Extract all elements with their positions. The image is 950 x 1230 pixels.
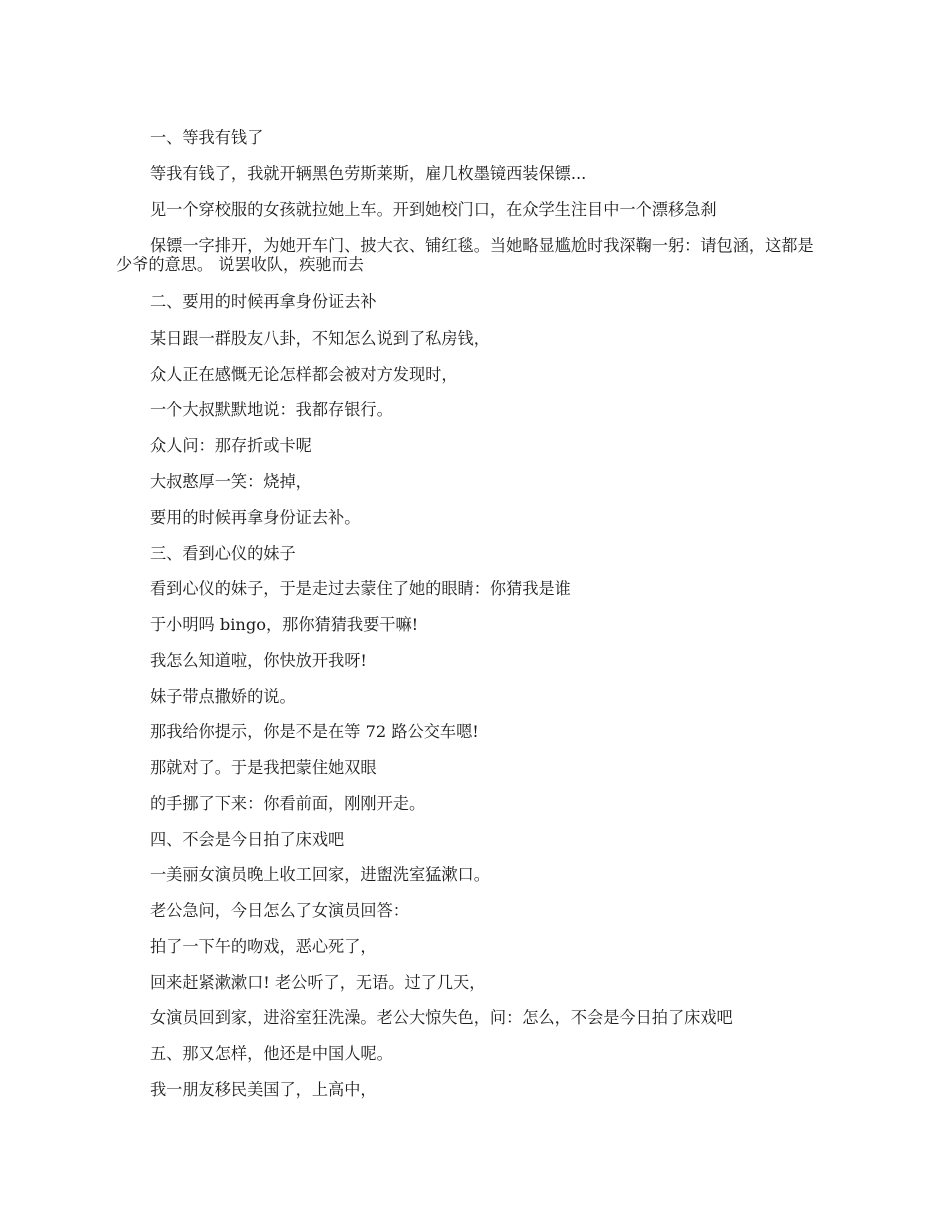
paragraph: 拍了一下午的吻戏，恶心死了， bbox=[150, 937, 377, 956]
paragraph: 我一朋友移民美国了，上高中， bbox=[150, 1080, 377, 1099]
paragraph: 女演员回到家，进浴室狂洗澡。老公大惊失色，问：怎么，不会是今日拍了床戏吧 bbox=[150, 1008, 733, 1027]
paragraph: 大叔憨厚一笑：烧掉， bbox=[150, 472, 312, 491]
section-heading-2: 二、要用的时候再拿身份证去补 bbox=[150, 292, 377, 311]
paragraph: 众人正在感慨无论怎样都会被对方发现时， bbox=[150, 365, 458, 384]
section-heading-4: 四、不会是今日拍了床戏吧 bbox=[150, 830, 345, 849]
paragraph: 保镖一字排开，为她开车门、披大衣、铺红毯。当她略显尴尬时我深鞠一躬：请包涵，这都是少爷的意思。 说罢收队，疾驰而去 bbox=[116, 236, 814, 274]
paragraph: 妹子带点撒娇的说。 bbox=[150, 687, 296, 706]
paragraph: 一美丽女演员晚上收工回家，进盥洗室猛漱口。 bbox=[150, 865, 490, 884]
paragraph: 要用的时候再拿身份证去补。 bbox=[150, 508, 361, 527]
paragraph: 我怎么知道啦，你快放开我呀! bbox=[150, 651, 367, 670]
paragraph: 等我有钱了，我就开辆黑色劳斯莱斯，雇几枚墨镜西装保镖... bbox=[150, 164, 587, 183]
paragraph: 老公急问，今日怎么了女演员回答： bbox=[150, 901, 409, 920]
paragraph: 那就对了。于是我把蒙住她双眼 bbox=[150, 758, 377, 777]
paragraph: 的手挪了下来：你看前面，刚刚开走。 bbox=[150, 794, 426, 813]
section-heading-1: 一、等我有钱了 bbox=[150, 128, 264, 147]
paragraph: 回来赶紧漱漱口! 老公听了，无语。过了几天， bbox=[150, 973, 486, 992]
paragraph: 一个大叔默默地说：我都存银行。 bbox=[150, 400, 393, 419]
paragraph: 见一个穿校服的女孩就拉她上车。开到她校门口，在众学生注目中一个漂移急刹 bbox=[150, 200, 717, 219]
paragraph: 看到心仪的妹子，于是走过去蒙住了她的眼睛：你猜我是谁 bbox=[150, 579, 571, 598]
paragraph: 于小明吗 bingo，那你猜猜我要干嘛! bbox=[150, 615, 419, 634]
paragraph: 众人问：那存折或卡呢 bbox=[150, 436, 312, 455]
paragraph: 那我给你提示，你是不是在等 72 路公交车嗯! bbox=[150, 722, 479, 741]
section-heading-5: 五、那又怎样，他还是中国人呢。 bbox=[150, 1044, 393, 1063]
section-heading-3: 三、看到心仪的妹子 bbox=[150, 544, 296, 563]
paragraph: 某日跟一群股友八卦，不知怎么说到了私房钱， bbox=[150, 329, 490, 348]
